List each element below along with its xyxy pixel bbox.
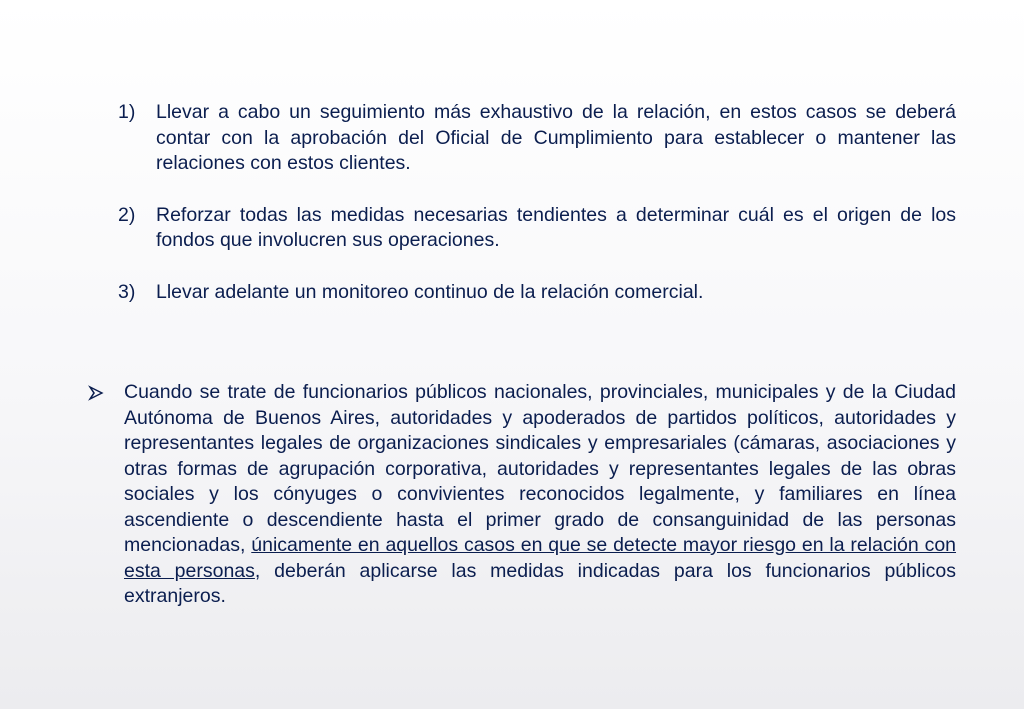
list-item-number: 1): [118, 101, 136, 123]
list-item-text: Reforzar todas las medidas necesarias tendientes a determinar cuál es el origen de los fondos que involucren sus operaciones.: [156, 203, 956, 251]
arrow-bullet-icon: [88, 380, 124, 610]
bullet-text: [124, 380, 956, 610]
list-item-number: 3): [118, 280, 136, 303]
list-item: [118, 100, 956, 177]
bullet-text-underlined: únicamente en aquellos casos en que se detecte mayor riesgo en la relación con esta personas: [124, 534, 957, 582]
list-item: [118, 280, 956, 306]
bullet-paragraph: [88, 380, 956, 610]
numbered-list: [118, 100, 956, 331]
bullet-text-main: Cuando se trate de funcionarios públicos nacionales, provinciales, municipales y de la Ciudad Autónoma de Buenos Aires, autoridades y apoderados de partidos políticos, autoridades y representantes legales de organizaciones sindicales y empresariales (cámaras, asociaciones y otras formas de agrupación corporativa, autoridades y representantes legales de las obras sociales y los cónyuges o convivientes reconocidos legalmente, y familiares en línea ascendiente o descendiente hasta el primer grado de consanguinidad de las personas mencionadas,: [124, 381, 956, 556]
list-item-text: Llevar adelante un monitoreo continuo de la relación comercial.: [156, 280, 704, 303]
list-item-text: Llevar a cabo un seguimiento más exhaustivo de la relación, en estos casos se deberá contar con la aprobación del Oficial de Cumplimiento para establecer o mantener las relaciones con estos clientes.: [156, 101, 956, 174]
bullet-text-end: , deberán aplicarse las medidas indicadas para los funcionarios públicos extranjeros.: [124, 559, 956, 607]
list-item-number: 2): [118, 203, 136, 226]
list-item: [118, 203, 956, 254]
